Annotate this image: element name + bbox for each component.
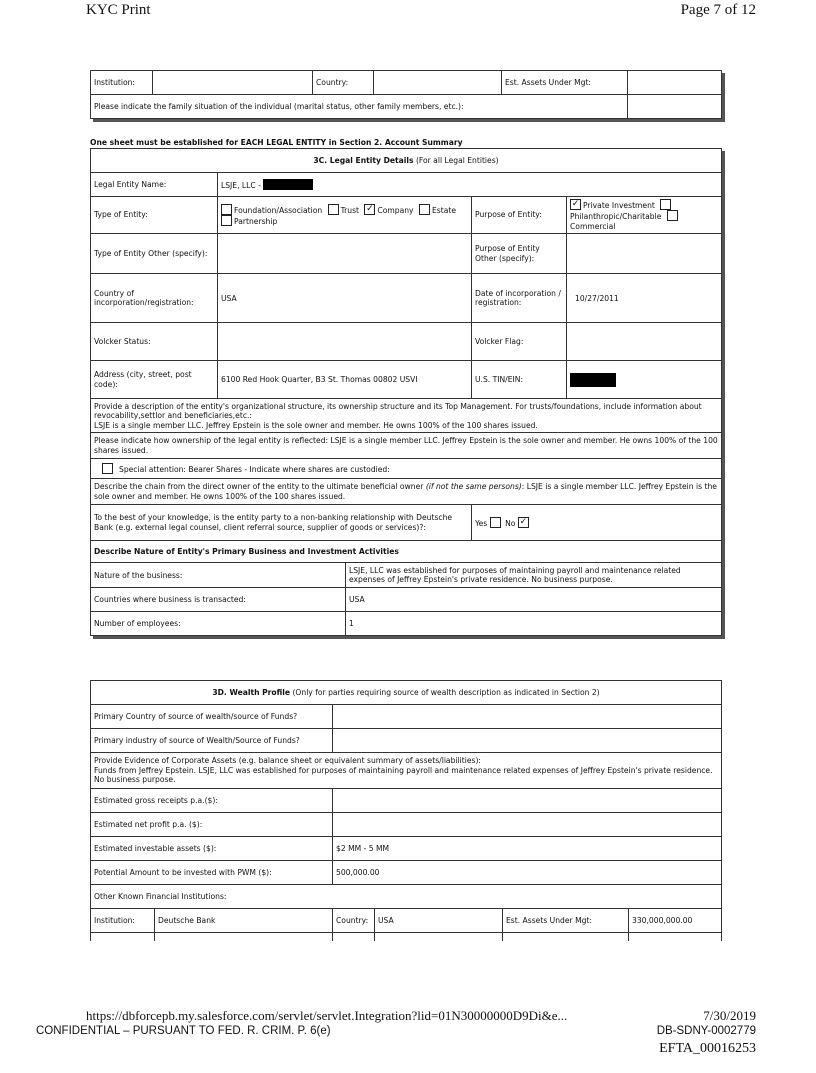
type-other-value (218, 234, 472, 274)
bates-number: DB-SDNY-0002779 (656, 1025, 756, 1037)
institution-value (153, 71, 313, 95)
primary-country-value (333, 705, 722, 729)
tin-value (567, 361, 722, 399)
confidential-notice: CONFIDENTIAL – PURSUANT TO FED. R. CRIM. P. 6(e) (36, 1025, 331, 1037)
address-label: Address (city, street, post code): (91, 361, 218, 399)
legal-entity-name-value: LSJE, LLC - (218, 173, 722, 197)
primary-industry-label: Primary industry of source of Wealth/Source of Funds? (91, 729, 333, 753)
country-value (374, 71, 502, 95)
organizational-structure: Provide a description of the entity's organizational structure, its ownership structure and its Top Management. For trusts/foundations, include information about revocability,settlor and beneficiaries,etc.: LSJE is a single member LLC. Jeffrey Epstein is the sole owner and member. He owns 100% of the 100 shares issued. (91, 399, 722, 433)
cut-cell (91, 933, 155, 941)
investable-assets-value: $2 MM - 5 MM (333, 837, 722, 861)
primary-country-label: Primary Country of source of wealth/source of Funds? (91, 705, 333, 729)
cut-cell (629, 933, 722, 941)
fi-institution-label: Institution: (91, 909, 155, 933)
number-of-employees-value: 1 (346, 612, 722, 636)
page-number: Page 7 of 12 (680, 2, 756, 18)
non-banking-relationship-prompt: To the best of your knowledge, is the entity party to a non-banking relationship with Deutsche Bank (e.g. external legal counsel, client referral source, supplier of goods or services)?: (91, 505, 472, 541)
ownership-reflected: Please indicate how ownership of the legal entity is reflected: LSJE is a single member LLC. Jeffrey Epstein is the sole owner and member. He owns 100% of the 100 shares issued. (91, 433, 722, 459)
purpose-of-entity-options: ✓Private Investment Philanthropic/Charitable Commercial (567, 197, 722, 234)
family-situation-value (628, 95, 722, 119)
country-label: Country: (313, 71, 374, 95)
cut-cell (375, 933, 503, 941)
type-other-label: Type of Entity Other (specify): (91, 234, 218, 274)
cut-cell (155, 933, 333, 941)
legal-entity-table (90, 148, 722, 636)
legal-entity-name-label: Legal Entity Name: (91, 173, 218, 197)
fi-assets-label: Est. Assets Under Mgt: (503, 909, 629, 933)
section-3c-title: 3C. Legal Entity Details (For all Legal Entities) (91, 149, 722, 173)
family-situation-prompt: Please indicate the family situation of the individual (marital status, other family members, etc.): (91, 95, 628, 119)
countries-transacted-value: USA (346, 588, 722, 612)
nature-of-business-value: LSJE, LLC was established for purposes of maintaining payroll and maintenance related expenses of Jeffrey Epstein's private residence. No business purpose. (346, 563, 722, 588)
gross-receipts-label: Estimated gross receipts p.a.($): (91, 789, 333, 813)
philanthropic-checkbox[interactable] (660, 199, 671, 210)
fi-country-value: USA (375, 909, 503, 933)
bearer-shares-checkbox[interactable] (102, 463, 113, 474)
fi-institution-value: Deutsche Bank (155, 909, 333, 933)
commercial-checkbox[interactable] (667, 210, 678, 221)
corporate-assets-evidence: Provide Evidence of Corporate Assets (e.g. balance sheet or equivalent summary of assets/liabilities): Funds from Jeffrey Epstein. LSJE, LLC was established for purposes of maintaining payroll and maintenance related expenses of Jeffrey Epstein's private residence. No business purpose. (91, 753, 722, 789)
wealth-profile-table (90, 680, 722, 941)
date-incorporation-value: 10/27/2011 (567, 274, 722, 323)
section-3d-title: 3D. Wealth Profile (Only for parties requiring source of wealth description as indicated in Section 2) (91, 681, 722, 705)
nature-of-business-label: Nature of the business: (91, 563, 346, 588)
partnership-checkbox[interactable] (221, 215, 232, 226)
redaction-box (263, 179, 313, 190)
potential-amount-label: Potential Amount to be invested with PWM ($): (91, 861, 333, 885)
institution-table (90, 70, 722, 119)
country-incorporation-label: Country of incorporation/registration: (91, 274, 218, 323)
cut-cell (333, 933, 375, 941)
efta-number: EFTA_00016253 (659, 1041, 756, 1056)
other-financial-institutions-label: Other Known Financial Institutions: (91, 885, 722, 909)
net-profit-value (333, 813, 722, 837)
fi-country-label: Country: (333, 909, 375, 933)
primary-industry-value (333, 729, 722, 753)
redaction-box (570, 373, 616, 387)
countries-transacted-label: Countries where business is transacted: (91, 588, 346, 612)
trust-checkbox[interactable] (328, 204, 339, 215)
estate-checkbox[interactable] (419, 204, 430, 215)
nature-heading: Describe Nature of Entity's Primary Business and Investment Activities (91, 541, 722, 563)
yes-checkbox[interactable] (490, 517, 501, 528)
ownership-chain: Describe the chain from the direct owner of the entity to the ultimate beneficial owner (if not the same persons): LSJE is a single member LLC. Jeffrey Epstein is the sole owner and member. He owns 100% of the 100 shares issued. (91, 479, 722, 505)
fi-assets-value: 330,000,000.00 (629, 909, 722, 933)
legal-entity-note: One sheet must be established for EACH LEGAL ENTITY in Section 2. Account Summary (90, 138, 463, 147)
purpose-of-entity-label: Purpose of Entity: (472, 197, 567, 234)
non-banking-relationship-answer: Yes No ✓ (472, 505, 722, 541)
footer-date: 7/30/2019 (703, 1008, 756, 1023)
volcker-flag-label: Volcker Flag: (472, 323, 567, 361)
footer-url: https://dbforcepb.my.salesforce.com/servlet/servlet.Integration?lid=01N30000000D9Di&e... (86, 1008, 568, 1023)
type-of-entity-options: Foundation/Association Trust ✓ Company Estate Partnership (218, 197, 472, 234)
number-of-employees-label: Number of employees: (91, 612, 346, 636)
no-checkbox[interactable] (518, 517, 529, 528)
volcker-flag-value (567, 323, 722, 361)
purpose-other-value (567, 234, 722, 274)
print-header-title: KYC Print (86, 2, 151, 18)
country-incorporation-value: USA (218, 274, 472, 323)
date-incorporation-label: Date of incorporation / registration: (472, 274, 567, 323)
institution-label: Institution: (91, 71, 153, 95)
assets-label: Est. Assets Under Mgt: (502, 71, 628, 95)
volcker-status-value (218, 323, 472, 361)
company-checkbox[interactable] (364, 204, 375, 215)
potential-amount-value: 500,000.00 (333, 861, 722, 885)
net-profit-label: Estimated net profit p.a. ($): (91, 813, 333, 837)
gross-receipts-value (333, 789, 722, 813)
private-investment-checkbox[interactable] (570, 199, 581, 210)
type-of-entity-label: Type of Entity: (91, 197, 218, 234)
investable-assets-label: Estimated investable assets ($): (91, 837, 333, 861)
purpose-other-label: Purpose of Entity Other (specify): (472, 234, 567, 274)
assets-value (628, 71, 722, 95)
tin-label: U.S. TIN/EIN: (472, 361, 567, 399)
volcker-status-label: Volcker Status: (91, 323, 218, 361)
bearer-shares: Special attention: Bearer Shares - Indicate where shares are custodied: (91, 459, 722, 479)
address-value: 6100 Red Hook Quarter, B3 St. Thomas 00802 USVI (218, 361, 472, 399)
cut-cell (503, 933, 629, 941)
foundation-checkbox[interactable] (221, 204, 232, 215)
